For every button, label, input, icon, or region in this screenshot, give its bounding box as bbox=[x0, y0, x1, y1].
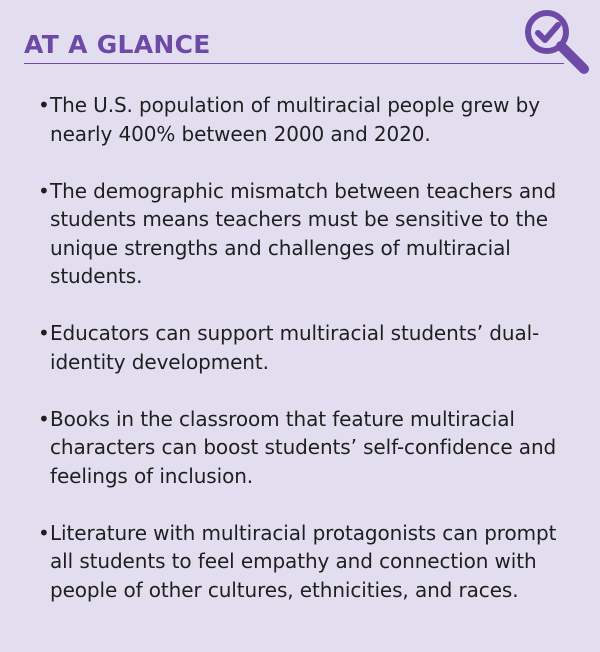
glance-item-1 bbox=[38, 91, 583, 148]
glance-item-text: The demographic mismatch between teachers and students means teachers must be sensitive to the unique strengths and challenges of multiracial students. bbox=[50, 178, 557, 288]
check-mark bbox=[538, 25, 558, 40]
glance-item-text: The U.S. population of multiracial people grew by nearly 400% between 2000 and 2020. bbox=[50, 93, 540, 146]
glance-item-3 bbox=[38, 319, 583, 376]
glance-item-text: Books in the classroom that feature multiracial characters can boost students’ self-confidence and feelings of inclusion. bbox=[50, 406, 557, 488]
glance-item-2 bbox=[38, 177, 583, 291]
bullet-marker: • bbox=[38, 406, 50, 431]
glance-list bbox=[38, 91, 583, 604]
glance-item-text: Literature with multiracial protagonists can prompt all students to feel empathy and connection with people of other cultures, ethnicities, and races. bbox=[50, 520, 557, 602]
panel-title: AT A GLANCE bbox=[24, 30, 211, 59]
header-rule bbox=[24, 63, 564, 64]
bullet-marker: • bbox=[38, 520, 50, 545]
magnifying-glass-check-icon bbox=[521, 6, 593, 78]
panel-header bbox=[24, 30, 580, 64]
bullet-marker: • bbox=[38, 178, 50, 203]
glance-item-text: Educators can support multiracial students’ dual-identity development. bbox=[50, 321, 540, 374]
bullet-marker: • bbox=[38, 93, 50, 117]
glance-item-5 bbox=[38, 519, 583, 605]
magnifier-handle bbox=[561, 46, 584, 69]
bullet-marker: • bbox=[38, 321, 50, 345]
glance-item-4 bbox=[38, 405, 583, 491]
